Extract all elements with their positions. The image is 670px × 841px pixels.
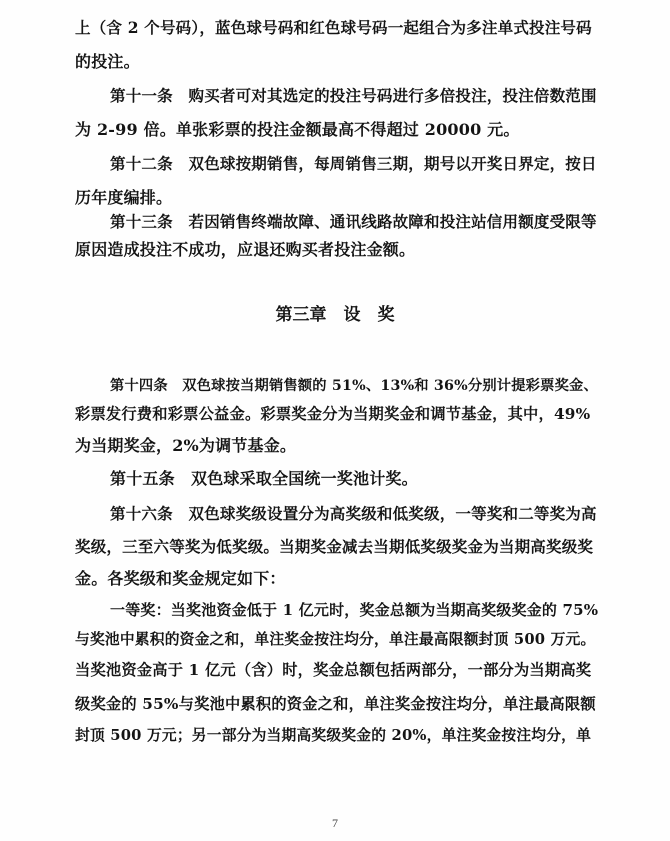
- article-12-line: 第十二条 双色球按期销售，每周销售三期，期号以开奖日界定，按日: [110, 154, 597, 173]
- text-line: 上（含 2 个号码），蓝色球号码和红色球号码一起组合为多注单式投注号码: [75, 18, 592, 37]
- chapter-title: 第三章 设 奖: [275, 305, 395, 325]
- text-line: 彩票发行费和彩票公益金。彩票奖金分为当期奖金和调节基金，其中，49%: [75, 405, 591, 423]
- text-line: 当奖池资金高于 1 亿元（含）时，奖金总额包括两部分，一部分为当期高奖: [75, 661, 592, 679]
- text-line: 为 2-99 倍。单张彩票的投注金额最高不得超过 20000 元。: [75, 120, 520, 139]
- text-line: 与奖池中累积的资金之和，单注奖金按注均分，单注最高限额封顶 500 万元。: [75, 631, 596, 648]
- text-line: 金。各奖级和奖金规定如下：: [75, 569, 286, 588]
- text-line: 为当期奖金，2%为调节基金。: [75, 436, 297, 455]
- first-prize-line: 一等奖：当奖池资金低于 1 亿元时，奖金总额为当期高奖级奖金的 75%: [110, 601, 599, 619]
- article-13-line: 第十三条 若因销售终端故障、通讯线路故障和投注站信用额度受限等: [110, 212, 597, 231]
- text-line: 级奖金的 55%与奖池中累积的资金之和，单注奖金按注均分，单注最高限额: [75, 695, 596, 713]
- article-11-line: 第十一条 购买者可对其选定的投注号码进行多倍投注，投注倍数范围: [110, 86, 597, 105]
- article-15-line: 第十五条 双色球采取全国统一奖池计奖。: [110, 469, 418, 488]
- text-line: 历年度编排。: [75, 188, 173, 207]
- text-line: 的投注。: [75, 52, 140, 71]
- text-line: 原因造成投注不成功，应退还购买者投注金额。: [75, 240, 416, 259]
- article-14-line: 第十四条 双色球按当期销售额的 51%、13%和 36%分别计提彩票奖金、: [110, 378, 598, 394]
- page-number: 7: [332, 816, 338, 830]
- text-line: 封顶 500 万元；另一部分为当期高奖级奖金的 20%，单注奖金按注均分，单: [75, 727, 592, 744]
- text-line: 奖级，三至六等奖为低奖级。当期奖金减去当期低奖级奖金为当期高奖级奖: [75, 537, 594, 556]
- article-16-line: 第十六条 双色球奖级设置分为高奖级和低奖级，一等奖和二等奖为高: [110, 504, 597, 523]
